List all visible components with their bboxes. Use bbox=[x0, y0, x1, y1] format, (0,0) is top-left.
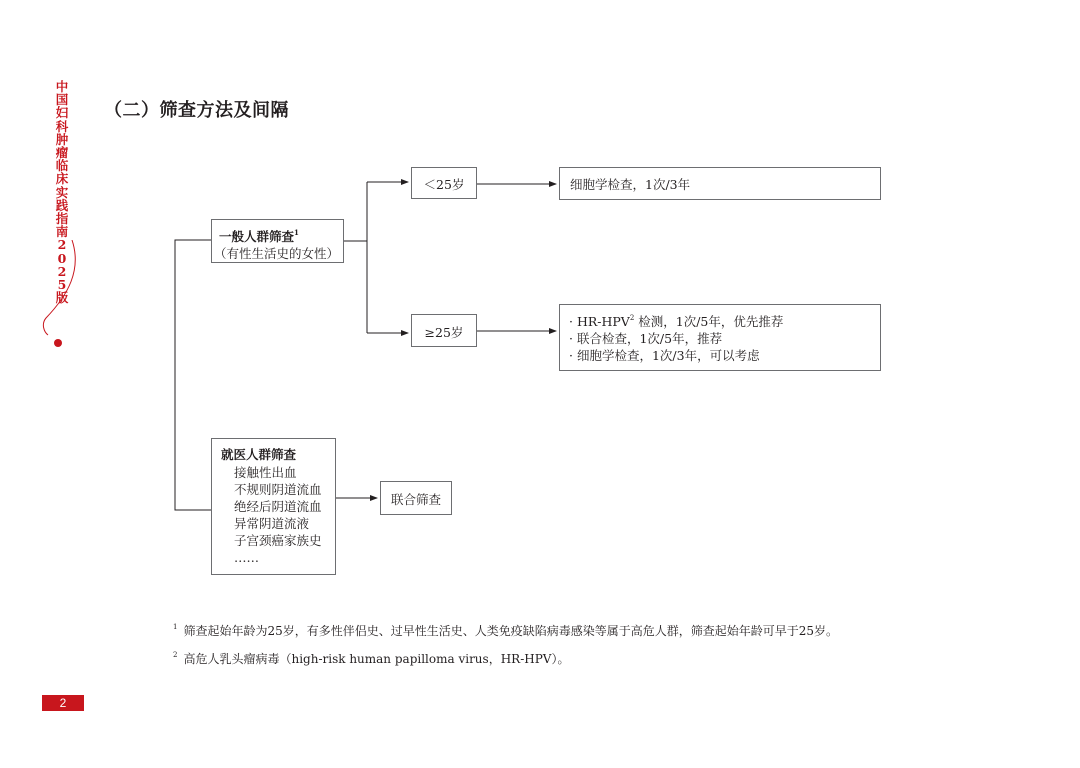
joint-screening-label: 联合筛查 bbox=[390, 492, 441, 507]
footnote-mark: 1 bbox=[173, 623, 178, 631]
list-item: 不规则阴道流血 bbox=[234, 482, 322, 497]
footnote-2 bbox=[173, 646, 838, 668]
section-title: （二）筛查方法及间隔 bbox=[104, 100, 289, 121]
general-population-node bbox=[211, 219, 344, 263]
age-under-25-label: ＜25岁 bbox=[423, 177, 465, 192]
vertical-guide-title: 中国妇科肿瘤临床实践指南2025版 bbox=[55, 79, 69, 306]
joint-screening-node bbox=[380, 481, 452, 515]
footnote-ref-1: 1 bbox=[294, 228, 299, 237]
age-25-plus-label: ≥25岁 bbox=[424, 325, 464, 340]
page-number: 2 bbox=[42, 695, 84, 711]
general-population-subtitle: （有性生活史的女性） bbox=[214, 246, 340, 261]
under-25-result-node bbox=[559, 167, 881, 200]
result-item-hpv-detail: 检测，1次/5年，优先推荐 bbox=[634, 314, 784, 329]
list-item: 子宫颈癌家族史 bbox=[234, 533, 322, 548]
list-item: …… bbox=[234, 550, 259, 565]
footnotes bbox=[173, 618, 838, 674]
list-item: 异常阴道流液 bbox=[234, 516, 310, 531]
result-item-cytology: · 细胞学检查，1次/3年，可以考虑 bbox=[569, 348, 760, 363]
list-item: 绝经后阴道流血 bbox=[234, 499, 322, 514]
result-item-cotest: · 联合检查，1次/5年，推荐 bbox=[569, 331, 723, 346]
age-25-plus-result-node bbox=[559, 304, 881, 371]
clinic-symptom-list bbox=[221, 464, 335, 566]
footnote-1 bbox=[173, 618, 838, 640]
list-item: 接触性出血 bbox=[234, 465, 297, 480]
clinic-population-node bbox=[211, 438, 336, 575]
clinic-population-title: 就医人群筛查 bbox=[221, 447, 297, 462]
footnote-text: 高危人乳头瘤病毒（high-risk human papilloma virus，HR-HPV）。 bbox=[183, 652, 570, 666]
footnote-ref-2: 2 bbox=[629, 314, 635, 322]
footnote-mark: 2 bbox=[173, 651, 178, 659]
footnote-text: 筛查起始年龄为25岁，有多性伴侣史、过早性生活史、人类免疫缺陷病毒感染等属于高危人群，筛查起始年龄可早于25岁。 bbox=[183, 624, 839, 638]
result-item-hpv-text: · HR-HPV bbox=[569, 314, 630, 329]
age-under-25-node bbox=[411, 167, 477, 199]
age-25-plus-node bbox=[411, 314, 477, 347]
general-population-title: 一般人群筛查 bbox=[219, 229, 295, 244]
result-item-hpv bbox=[569, 310, 880, 330]
under-25-result-text: 细胞学检查，1次/3年 bbox=[570, 177, 691, 192]
